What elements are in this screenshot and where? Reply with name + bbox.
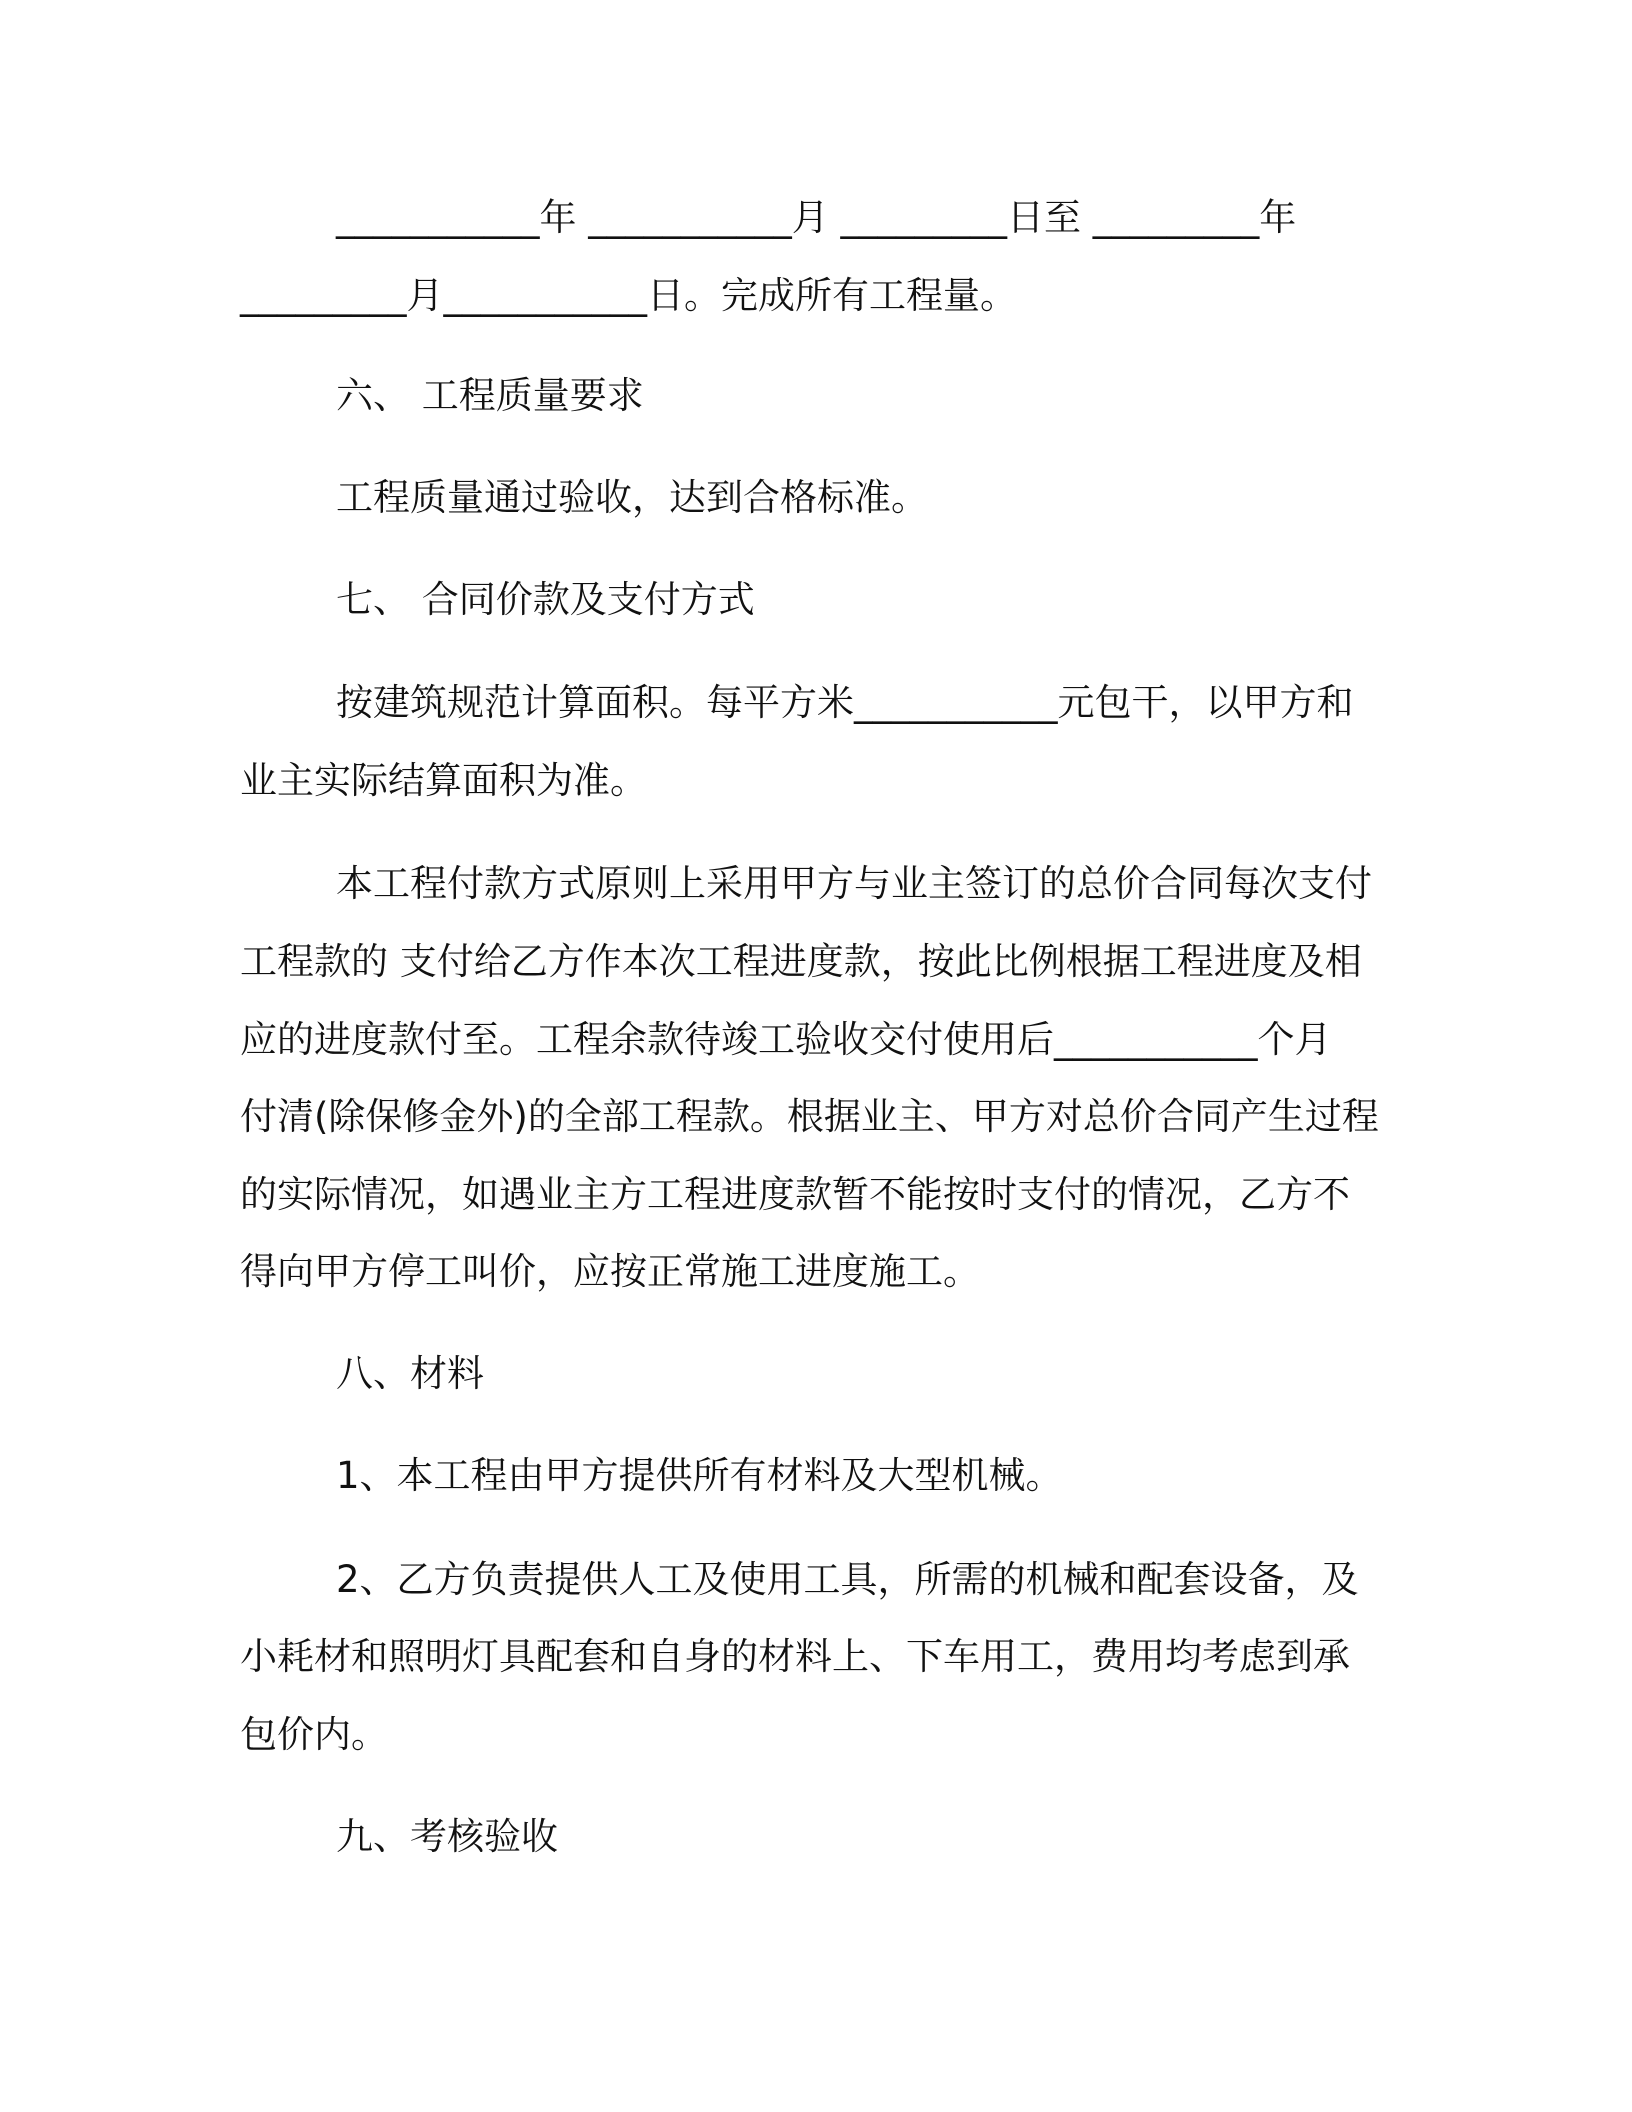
payment-paragraph-line-3: 应的进度款付至。工程余款待竣工验收交付使用后___________个月 bbox=[240, 1018, 1332, 1061]
materials-item-2-line-1: 2、乙方负责提供人工及使用工具，所需的机械和配套设备，及 bbox=[336, 1558, 1359, 1601]
section-heading-materials: 八、材料 bbox=[336, 1352, 484, 1395]
payment-paragraph-line-6: 得向甲方停工叫价，应按正常施工进度施工。 bbox=[240, 1250, 980, 1293]
payment-paragraph-line-2: 工程款的 支付给乙方作本次工程进度款，按此比例根据工程进度及相 bbox=[240, 940, 1362, 983]
date-range-line-1: ___________年 ___________月 _________日至 _________年 bbox=[336, 196, 1297, 239]
section-heading-inspection: 九、考核验收 bbox=[336, 1815, 558, 1858]
materials-item-1: 1、本工程由甲方提供所有材料及大型机械。 bbox=[336, 1454, 1063, 1497]
section-heading-quality: 六、 工程质量要求 bbox=[336, 374, 644, 417]
payment-paragraph-line-4: 付清(除保修金外)的全部工程款。根据业主、甲方对总价合同产生过程 bbox=[240, 1095, 1379, 1138]
payment-paragraph-line-1: 本工程付款方式原则上采用甲方与业主签订的总价合同每次支付 bbox=[336, 862, 1372, 905]
quality-paragraph: 工程质量通过验收，达到合格标准。 bbox=[336, 476, 928, 519]
payment-paragraph-line-5: 的实际情况，如遇业主方工程进度款暂不能按时支付的情况，乙方不 bbox=[240, 1173, 1350, 1216]
materials-item-2-line-3: 包价内。 bbox=[240, 1713, 388, 1756]
price-paragraph-line-2: 业主实际结算面积为准。 bbox=[240, 759, 647, 802]
date-range-line-2: _________月___________日。完成所有工程量。 bbox=[240, 274, 1017, 317]
price-paragraph-line-1: 按建筑规范计算面积。每平方米___________元包干，以甲方和 bbox=[336, 681, 1354, 724]
section-heading-price: 七、 合同价款及支付方式 bbox=[336, 578, 755, 621]
materials-item-2-line-2: 小耗材和照明灯具配套和自身的材料上、下车用工，费用均考虑到承 bbox=[240, 1635, 1350, 1678]
